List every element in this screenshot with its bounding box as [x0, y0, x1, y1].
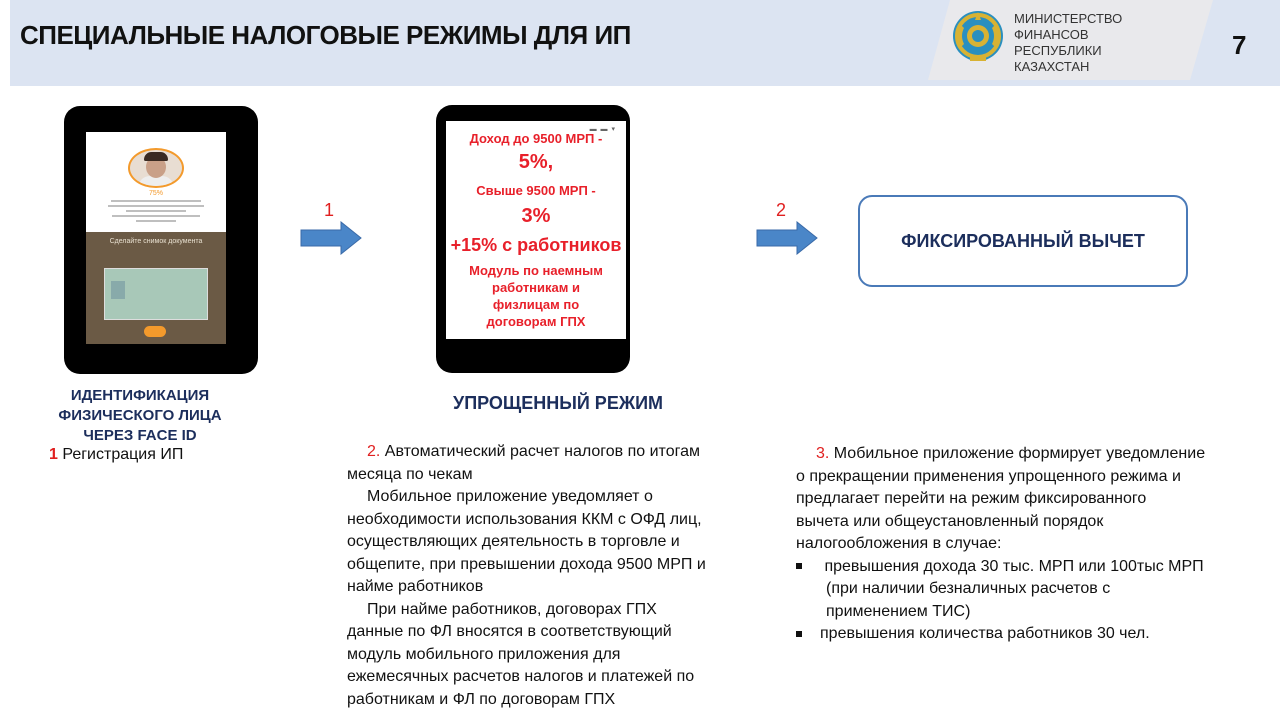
registration-text: Регистрация ИП	[57, 446, 184, 463]
phone-screen	[86, 132, 226, 344]
fixed-deduction-box	[858, 195, 1188, 287]
tax-rate-employees: +15% с работников	[450, 235, 622, 255]
step2-description: 2. Автоматический расчет налогов по итогам месяца по чекам Мобильное приложение уведомляет о необходимости использования ККМ с ОФД лиц, осуществляющих деятельность в торговле и общепите, при превышении дохода 9500 МРП и найме работников При найме работников, договорах ГПХ данные по ФЛ вносятся в соответствующий модуль мобильного приложения для ежемесячных расчетов налогов и платежей по работникам и ФЛ по договорам ГПХ	[347, 443, 706, 708]
tax-rate: 3%	[521, 205, 551, 227]
user-avatar	[128, 148, 184, 188]
tax-line: Свыше 9500 МРП -	[476, 183, 596, 198]
face-scan-panel	[86, 132, 226, 232]
step-number: 3.	[816, 445, 830, 462]
id-photo	[111, 281, 125, 299]
bullet-icon	[796, 563, 802, 569]
module-line: работникам и	[492, 280, 580, 295]
arrow-right-icon	[756, 221, 818, 255]
tax-line: Доход до 9500 МРП -	[469, 131, 603, 146]
state-emblem-icon	[952, 8, 1004, 64]
module-line: договорам ГПХ	[486, 314, 586, 329]
bullet-item: превышения количества работников 30 чел.	[796, 623, 1276, 646]
arrow-right-icon	[300, 221, 362, 255]
phone-screen	[446, 121, 626, 339]
fixed-deduction-label: ФИКСИРОВАННЫЙ ВЫЧЕТ	[901, 230, 1145, 251]
ministry-name: МИНИСТЕРСТВО ФИНАНСОВ РЕСПУБЛИКИ КАЗАХСТАН	[1014, 11, 1123, 74]
step3-description: 3. Мобильное приложение формирует уведомление о прекращении применения упрощенного режима и предлагает перейти на режим фиксированного вычета или общеустановленный порядок налогообложения в случае: превышения дохода 30 тыс. МРП или 100тыс МРП (при наличии безналичных расчетов с применением ТИС) превышения количества работников 30 чел.	[796, 443, 1276, 646]
slide-title: СПЕЦИАЛЬНЫЕ НАЛОГОВЫЕ РЕЖИМЫ ДЛЯ ИП	[20, 20, 631, 50]
step-number-2: 2	[776, 200, 787, 220]
step-number: 2.	[367, 443, 381, 460]
step-number-1: 1	[324, 200, 335, 220]
document-caption: Сделайте снимок документа	[109, 238, 203, 245]
tax-rate: 5%,	[518, 151, 554, 173]
bullet-item: превышения дохода 30 тыс. МРП или 100тыс МРП	[796, 556, 1276, 579]
module-line: физлицам по	[492, 297, 580, 312]
page-number: 7	[1232, 30, 1247, 60]
registration-line	[49, 446, 183, 464]
phone-face-id	[64, 106, 258, 374]
document-scan-panel	[86, 232, 226, 344]
scan-instructions	[104, 200, 208, 225]
simplified-caption: УПРОЩЕННЫЙ РЕЖИМ	[453, 393, 664, 413]
scan-progress: 75%	[148, 190, 163, 197]
status-bar: ▬ ▬ ▾	[589, 126, 616, 133]
module-line: Модуль по наемным	[469, 263, 603, 278]
capture-button[interactable]	[144, 326, 166, 337]
bullet-icon	[796, 631, 802, 637]
id-card-image	[104, 268, 208, 320]
step-number: 1	[49, 446, 58, 463]
phone-simplified	[436, 105, 630, 373]
identification-caption: ИДЕНТИФИКАЦИЯ ФИЗИЧЕСКОГО ЛИЦА ЧЕРЕЗ FACE ID	[58, 387, 222, 444]
